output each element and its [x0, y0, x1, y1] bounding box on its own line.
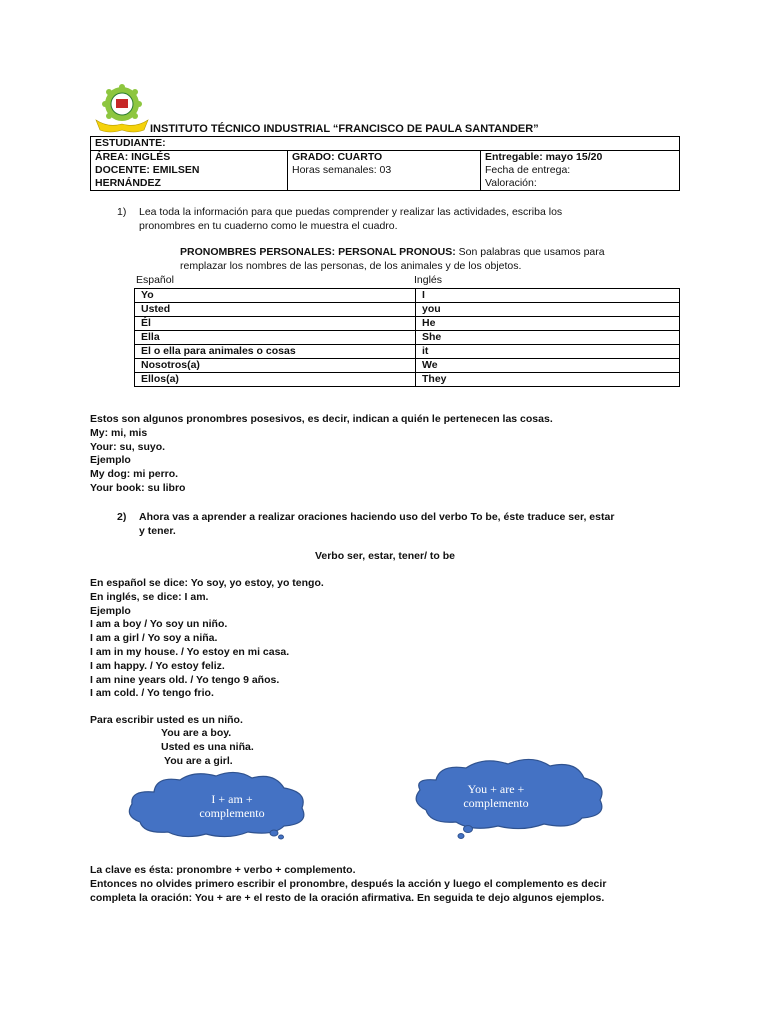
column-header-english: Inglés — [414, 274, 443, 286]
closing-line-3: completa la oración: You + are + el resto de la oración afirmativa. En seguida te dejo algunos ejemplos. — [90, 891, 605, 904]
cell-es: Él — [135, 317, 416, 331]
possessive-intro: Estos son algunos pronombres posesivos, es decir, indican a quién le pertenecen las cosas. — [90, 413, 553, 425]
possessive-section — [90, 413, 553, 496]
verb-line: En inglés, se dice: I am. — [90, 590, 209, 603]
area-label: ÁREA: INGLÉS — [95, 151, 171, 163]
header-table — [90, 136, 680, 191]
cell-es: Usted — [135, 303, 416, 317]
table-row — [135, 317, 680, 331]
institute-title: INSTITUTO TÉCNICO INDUSTRIAL “FRANCISCO DE PAULA SANTANDER” — [150, 123, 539, 135]
verb-section — [90, 577, 324, 701]
pronouns-intro — [180, 246, 680, 273]
item-2-number: 2) — [117, 511, 127, 523]
usted-intro: Para escribir usted es un niño. — [90, 714, 243, 726]
possessive-example-2: Your book: su libro — [90, 481, 186, 494]
school-logo — [94, 84, 150, 136]
table-row — [135, 289, 680, 303]
cell-en: I — [416, 289, 680, 303]
cell-es: Ella — [135, 331, 416, 345]
cell-en: you — [416, 303, 680, 317]
possessive-my: My: mi, mis — [90, 426, 148, 439]
closing-section — [90, 864, 690, 905]
verb-line: I am cold. / Yo tengo frio. — [90, 687, 214, 700]
cell-en: it — [416, 345, 680, 359]
table-row — [135, 359, 680, 373]
item-1-line-1: Lea toda la información para que puedas comprender y realizar las actividades, escriba los — [139, 206, 563, 218]
item-2-line-2: y tener. — [139, 525, 176, 537]
cell-en: She — [416, 331, 680, 345]
item-2-line-1: Ahora vas a aprender a realizar oraciones haciendo uso del verbo To be, éste traduce ser, estar — [139, 511, 615, 523]
cell-es: Nosotros(a) — [135, 359, 416, 373]
verb-line: I am a boy / Yo soy un niño. — [90, 618, 228, 631]
possessive-example-1: My dog: mi perro. — [90, 468, 179, 481]
table-row — [135, 373, 680, 387]
table-row — [135, 331, 680, 345]
pronouns-desc-2: remplazar los nombres de las personas, de los animales y de los objetos. — [180, 259, 522, 272]
verb-line: I am happy. / Yo estoy feliz. — [90, 659, 225, 672]
verb-title: Verbo ser, estar, tener/ to be — [314, 550, 456, 562]
teacher-label: DOCENTE: EMILSEN — [95, 164, 200, 176]
hours-label: Horas semanales: 03 — [292, 164, 392, 176]
table-row — [135, 345, 680, 359]
cloud-left-text — [164, 792, 300, 820]
student-cell: ESTUDIANTE: — [91, 137, 680, 151]
cloud-right-text — [428, 782, 564, 810]
item-1-line-2: pronombres en tu cuaderno como le muestra el cuadro. — [139, 220, 398, 232]
verb-line: Ejemplo — [90, 604, 131, 617]
closing-line-2: Entonces no olvides primero escribir el pronombre, después la acción y luego el complemento es decir — [90, 877, 607, 890]
pronouns-desc-1: Son palabras que usamos para — [455, 246, 605, 258]
cell-es: Ellos(a) — [135, 373, 416, 387]
usted-line-1: You are a boy. — [161, 727, 232, 739]
possessive-example-label: Ejemplo — [90, 454, 131, 467]
usted-line-3: You are a girl. — [164, 755, 233, 767]
item-2-text — [139, 510, 679, 538]
item-1-text — [139, 205, 679, 233]
verb-line: I am nine years old. / Yo tengo 9 años. — [90, 673, 280, 686]
cell-en: They — [416, 373, 680, 387]
usted-line-2: Usted es una niña. — [161, 741, 254, 753]
cell-es: El o ella para animales o cosas — [135, 345, 416, 359]
cell-en: We — [416, 359, 680, 373]
table-row — [135, 303, 680, 317]
verb-line: I am in my house. / Yo estoy en mi casa. — [90, 645, 290, 658]
cell-es: Yo — [135, 289, 416, 303]
closing-line-1: La clave es ésta: pronombre + verbo + complemento. — [90, 864, 356, 876]
grade-label: GRADO: CUARTO — [292, 151, 383, 163]
cell-en: He — [416, 317, 680, 331]
pronouns-table — [134, 288, 680, 387]
due-date-label: Fecha de entrega: — [485, 164, 571, 176]
verb-line: En español se dice: Yo soy, yo estoy, yo tengo. — [90, 577, 324, 589]
verb-line: I am a girl / Yo soy a niña. — [90, 632, 218, 645]
teacher-label-cont: HERNÁNDEZ — [95, 177, 161, 189]
pronouns-title: PRONOMBRES PERSONALES: PERSONAL PRONOUS: — [180, 246, 456, 258]
column-header-spanish: Español — [136, 274, 174, 286]
cloud-left-line-2: complemento — [199, 806, 265, 820]
item-1-number: 1) — [117, 206, 127, 218]
cloud-left-line-1: I + am + — [211, 792, 253, 806]
cloud-right-line-2: complemento — [463, 796, 529, 810]
grade-value-label: Valoración: — [485, 177, 537, 189]
cloud-right-line-1: You + are + — [467, 782, 525, 796]
deliverable-label: Entregable: mayo 15/20 — [485, 151, 603, 163]
possessive-your: Your: su, suyo. — [90, 440, 166, 453]
